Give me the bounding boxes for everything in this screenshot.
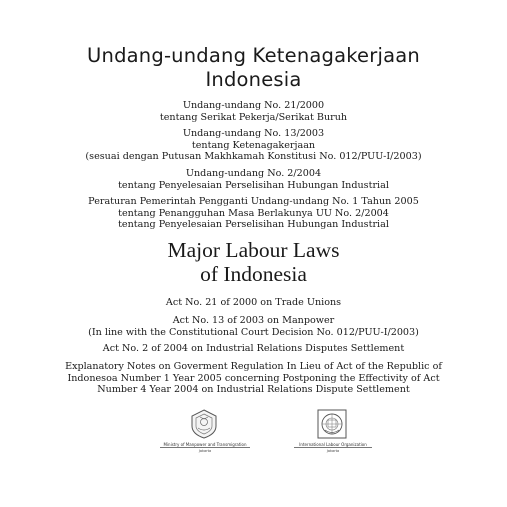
- law-id-4-line-3: tentang Penyelesaian Perselisihan Hubungan Industrial: [118, 219, 389, 231]
- ilo-rule: [294, 447, 372, 448]
- law-en-4-line-1: Explanatory Notes on Goverment Regulation In Lieu of Act of the Republic of: [65, 361, 442, 372]
- title-indonesian: [0, 44, 507, 92]
- law-id-1-line-1: Undang-undang No. 21/2000: [182, 100, 325, 111]
- law-id-2-line-2: tentang Ketenagakerjaan: [191, 139, 316, 151]
- title-english: [0, 238, 507, 286]
- law-en-2-line-1: Act No. 13 of 2003 on Manpower: [172, 315, 335, 326]
- ministry-emblem-icon: [188, 408, 220, 440]
- law-en-1: [0, 297, 507, 309]
- ministry-name: Ministry of Manpower and Transmigration: [163, 442, 247, 447]
- law-en-1-line-1: Act No. 21 of 2000 on Trade Unions: [165, 297, 342, 308]
- ministry-city: Jakarta: [198, 449, 212, 453]
- law-en-2: [0, 315, 507, 338]
- law-id-3-line-2: tentang Penyelesaian Perselisihan Hubungan Industrial: [118, 179, 389, 191]
- law-id-4-line-2: tentang Penangguhan Masa Berlakunya UU No. 2/2004: [118, 207, 389, 219]
- ilo-logo-icon: [316, 408, 348, 440]
- title-english-line-1: Major Labour Laws: [167, 238, 340, 262]
- law-id-3-line-1: Undang-undang No. 2/2004: [185, 168, 322, 179]
- law-en-4: [0, 361, 507, 396]
- law-id-2-line-3: (sesuai dengan Putusan Makhkamah Konstitusi No. 012/PUU-I/2003): [85, 151, 422, 163]
- law-id-4-line-1: Peraturan Pemerintah Pengganti Undang-undang No. 1 Tahun 2005: [88, 196, 419, 207]
- law-id-2-line-1: Undang-undang No. 13/2003: [182, 128, 325, 139]
- ilo-name: International Labour Organization: [299, 442, 367, 447]
- title-english-line-2: of Indonesia: [200, 262, 307, 286]
- law-id-2: [0, 128, 507, 163]
- title-indonesian-line-2: Indonesia: [205, 68, 302, 91]
- law-en-4-line-3: Number 4 Year 2004 on Industrial Relations Dispute Settlement: [97, 384, 410, 396]
- ilo-city: Jakarta: [326, 449, 340, 453]
- ministry-rule: [160, 447, 250, 448]
- law-id-1: [0, 100, 507, 123]
- title-indonesian-line-1: Undang-undang Ketenagakerjaan: [87, 44, 420, 67]
- law-en-2-line-2: (In line with the Constitutional Court Decision No. 012/PUU-I/2003): [88, 326, 419, 338]
- law-en-4-line-2: Indonesoa Number 1 Year 2005 concerning Postponing the Effectivity of Act: [67, 372, 440, 384]
- law-en-3-line-1: Act No. 2 of 2004 on Industrial Relations Disputes Settlement: [102, 343, 405, 354]
- law-id-4: [0, 196, 507, 231]
- law-en-3: [0, 343, 507, 355]
- law-id-3: [0, 168, 507, 191]
- law-id-1-line-2: tentang Serikat Pekerja/Serikat Buruh: [159, 111, 348, 123]
- publisher-logos: [0, 408, 507, 468]
